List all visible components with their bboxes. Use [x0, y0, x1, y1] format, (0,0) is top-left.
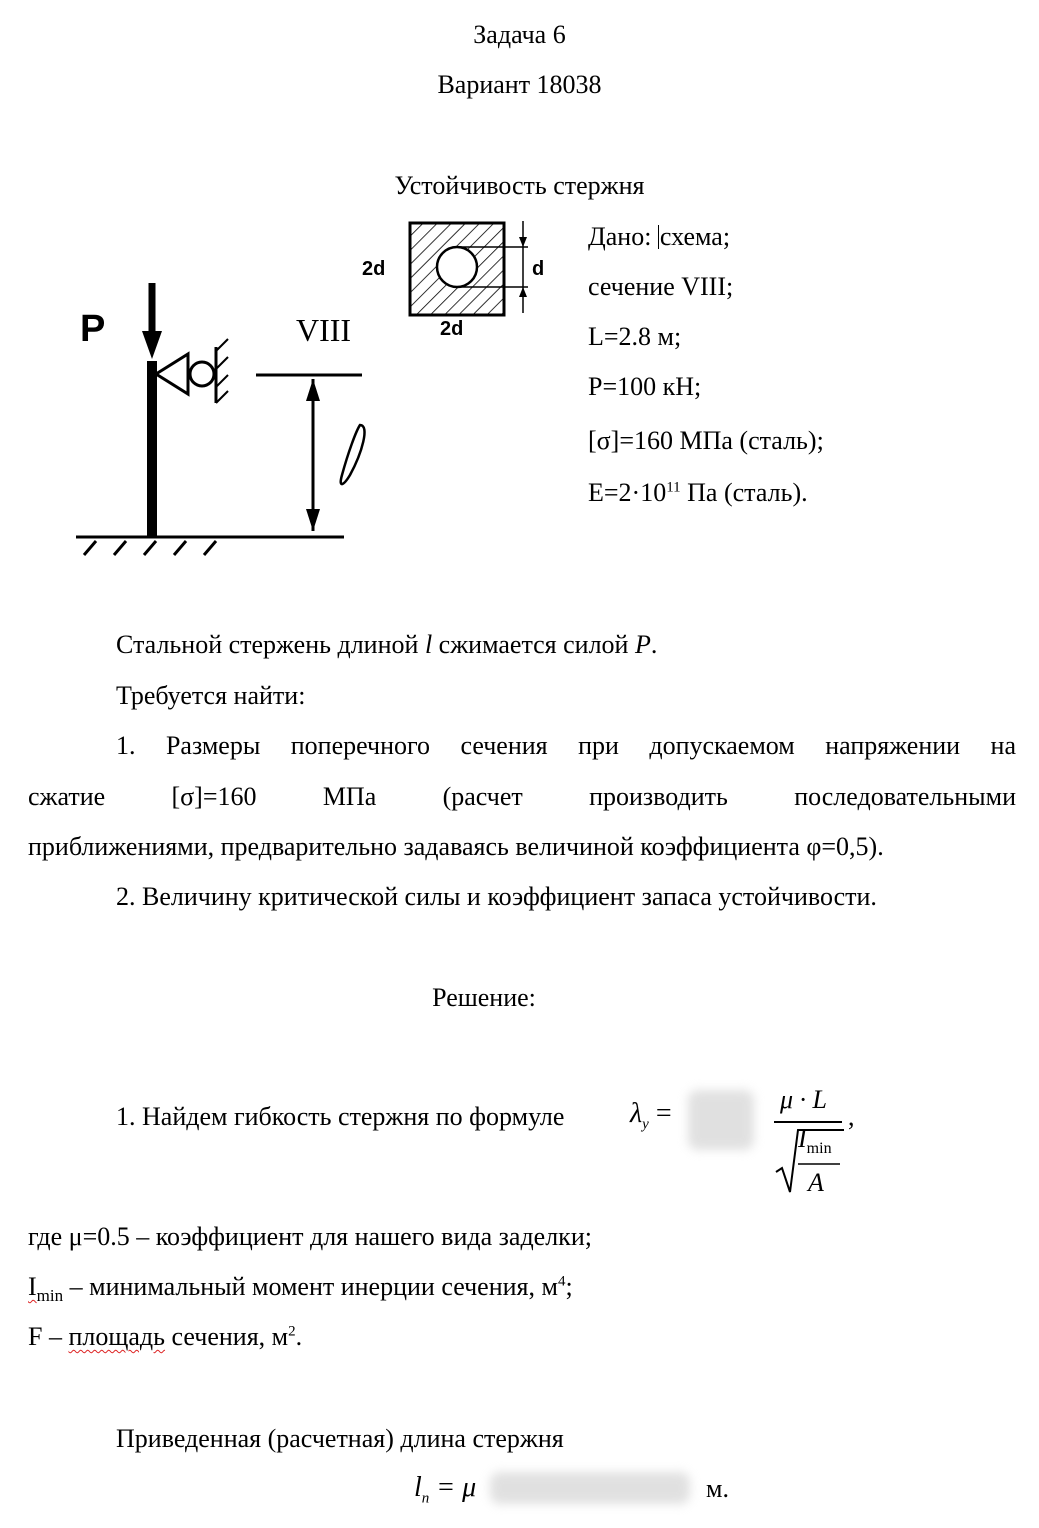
reduced-length-text: Приведенная (расчетная) длина стержня — [116, 1424, 564, 1453]
load-label: P — [80, 308, 106, 350]
section-title: Устойчивость стержня — [394, 171, 645, 200]
item1-line3: приближениями, предварительно задаваясь величиной коэффициента φ=0,5). — [28, 832, 884, 861]
step1-text: 1. Найдем гибкость стержня по формуле — [116, 1102, 565, 1131]
where-area — [28, 1324, 302, 1350]
section-label: VIII — [296, 312, 352, 348]
given-stress: [σ]=160 МПа (сталь); — [588, 426, 824, 455]
imin-sub: min — [36, 1286, 64, 1306]
intro-l: l — [424, 630, 433, 659]
imin-subscript: min — [806, 1140, 832, 1158]
item1-line2: сжатие [σ]=160 МПа (расчет производить последовательными — [28, 782, 1016, 811]
area-word: площадь — [68, 1322, 166, 1351]
ground-hatching — [84, 541, 216, 555]
item1-line1: 1. Размеры поперечного сечения при допускаемом напряжении на — [116, 731, 1016, 760]
intro-p: P — [634, 630, 651, 659]
modulus-unit: Па (сталь). — [680, 478, 808, 507]
task-number: Задача 6 — [473, 20, 566, 49]
lambda-subscript: y — [642, 1116, 649, 1133]
formula-blurred — [688, 1090, 754, 1155]
reduced-length-formula — [414, 1472, 477, 1507]
given-scheme: схема; — [659, 222, 731, 251]
formula-numerator — [780, 1087, 827, 1113]
given-length: L=2.8 м; — [588, 322, 682, 351]
given-label: Дано: — [588, 222, 652, 251]
where-imin — [28, 1272, 573, 1306]
variant-number: Вариант 18038 — [437, 70, 602, 99]
modulus-base: E=2·10 — [588, 478, 667, 507]
intro-text-b: сжимается силой — [432, 630, 635, 659]
text-cursor — [658, 225, 659, 249]
bottom-label: 2d — [440, 318, 464, 340]
given-force: P=100 кН; — [588, 372, 702, 401]
imin-exponent: 4 — [557, 1273, 566, 1290]
formula-lambda — [630, 1098, 672, 1133]
solution-title: Решение: — [432, 983, 536, 1012]
column-schematic — [70, 275, 370, 570]
given-modulus — [588, 480, 808, 506]
side-label: 2d — [362, 258, 386, 280]
imin-description: – минимальный момент инерции сечения, м — [63, 1272, 558, 1301]
required-heading: Требуется найти: — [116, 681, 306, 710]
modulus-exponent: 11 — [666, 479, 681, 496]
where-mu: где μ=0.5 – коэффициент для нашего вида заделки; — [28, 1222, 592, 1251]
lambda-symbol: λ — [630, 1098, 643, 1129]
reduced-length-blurred — [490, 1472, 690, 1509]
numerator-text: μ · L — [780, 1085, 828, 1114]
force-arrowhead — [142, 331, 162, 359]
section-hole — [437, 247, 477, 287]
area-end: . — [295, 1322, 303, 1351]
area-letter: F – — [28, 1322, 69, 1351]
sqrt-denominator — [808, 1170, 824, 1196]
imin-letter: I — [28, 1272, 37, 1301]
item2: 2. Величину критической силы и коэффициент запаса устойчивости. — [116, 882, 877, 911]
intro-dot: . — [650, 630, 658, 659]
problem-intro — [116, 632, 657, 658]
ln-equals-mu: = μ — [436, 1472, 477, 1503]
ln-symbol: l — [414, 1472, 422, 1503]
reduced-length-unit: м. — [706, 1474, 729, 1503]
given-section: сечение VIII; — [588, 272, 734, 301]
area-description: сечения, м — [165, 1322, 289, 1351]
area-exponent: 2 — [288, 1323, 296, 1340]
length-symbol — [341, 425, 365, 484]
cross-section-drawing — [360, 215, 550, 345]
fraction-bar — [774, 1121, 842, 1123]
imin-text — [28, 1272, 64, 1306]
given-line-1 — [588, 224, 730, 250]
imin-end: ; — [565, 1272, 573, 1301]
imin-symbol: I — [798, 1124, 807, 1153]
pin-support — [156, 354, 188, 394]
area-symbol: A — [808, 1168, 824, 1197]
pin-roller — [190, 362, 214, 386]
hole-label: d — [532, 258, 545, 280]
formula-equals: = — [655, 1098, 672, 1129]
formula-comma: , — [848, 1102, 855, 1131]
ln-subscript: n — [421, 1490, 430, 1507]
sqrt-numerator — [798, 1124, 832, 1158]
intro-text-a: Стальной стержень длиной — [116, 630, 425, 659]
